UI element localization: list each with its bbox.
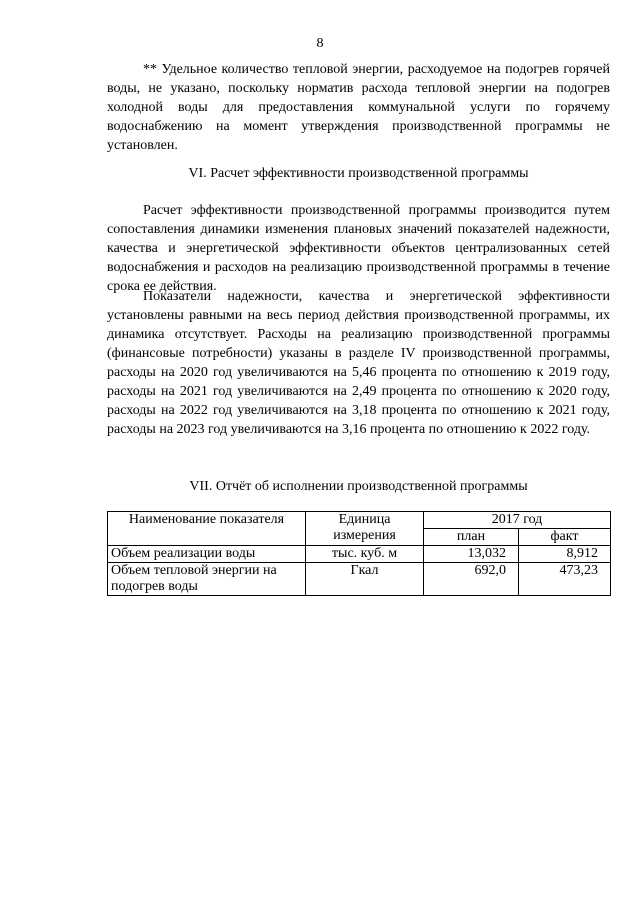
row-unit: тыс. куб. м — [306, 546, 424, 563]
row-unit: Гкал — [306, 563, 424, 596]
page-number: 8 — [316, 36, 324, 51]
row-name: Объем тепловой энергии на подогрев воды — [108, 563, 306, 596]
header-fact: факт — [519, 529, 611, 546]
row-fact: 473,23 — [519, 563, 611, 596]
section-7-heading: VII. Отчёт об исполнении производственной программы — [189, 479, 528, 494]
header-year: 2017 год — [424, 512, 611, 529]
footnote-paragraph: ** Удельное количество тепловой энергии, расходуемое на подогрев горячей воды, не указано, поскольку норматив расхода тепловой энергии на подогрев холодной воды для предоставления коммунальной услуги по горячему водоснабжению на момент утверждения производственной программы не установлен. — [107, 62, 610, 153]
section-6-paragraph-2: Показатели надежности, качества и энергетической эффективности установлены равными на весь период действия производственной программы, их динамика отсутствует. Расходы на реализацию производственной программы (финансовые потребности) указаны в разделе IV производственной программы, расходы на 2020 год увеличиваются на 5,46 процента по отношению к 2019 году, расходы на 2021 год увеличиваются на 2,49 процента по отношению к 2020 году, расходы на 2022 год увеличиваются на 3,18 процента по отношению к 2021 году, расходы на 2023 год увеличиваются на 3,16 процента по отношению к 2022 году. — [107, 289, 610, 437]
section-6-heading: VI. Расчет эффективности производственной программы — [188, 166, 529, 181]
program-report-table — [107, 511, 611, 596]
header-plan: план — [424, 529, 519, 546]
table-row — [108, 546, 611, 563]
header-indicator: Наименование показателя — [108, 512, 306, 546]
table-header-row — [108, 512, 611, 529]
row-plan: 692,0 — [424, 563, 519, 596]
row-name: Объем реализации воды — [108, 546, 306, 563]
section-6-paragraph-1: Расчет эффективности производственной программы производится путем сопоставления динамики изменения плановых значений показателей надежности, качества и энергетической эффективности объектов централизованных сетей водоснабжения и расходов на реализацию производственной программы в течение срока ее действия. — [107, 203, 610, 294]
header-unit: Единица измерения — [306, 512, 424, 546]
table-row — [108, 563, 611, 596]
row-plan: 13,032 — [424, 546, 519, 563]
row-fact: 8,912 — [519, 546, 611, 563]
